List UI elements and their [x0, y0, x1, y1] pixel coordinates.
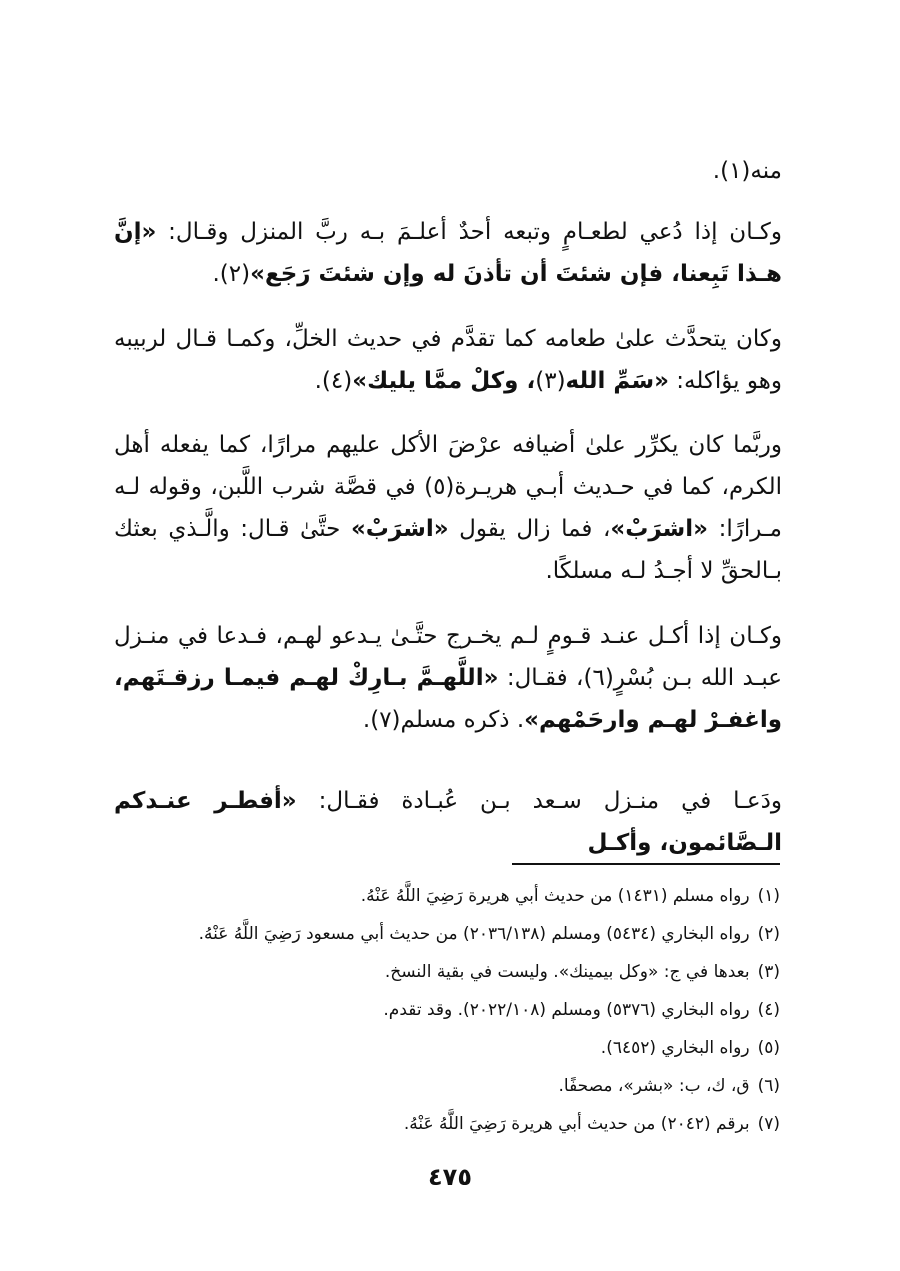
paragraph-text: وكـان إذا دُعي لطعـامٍ وتبعه أحدٌ أعلـمَ بـه ربَّ المنزل وقـال: [156, 219, 782, 245]
footnote-number: (٦) [757, 1076, 780, 1096]
paragraph-1 [114, 211, 782, 295]
hadith-quote: «أفطـر عنـدكم الـصَّائمون، وأكـل [114, 788, 782, 856]
footnote-number: (٧) [757, 1114, 780, 1134]
paragraph-text: وكان يتحدَّث علىٰ طعامه كما تقدَّم في حديث الخلِّ، وكمـا قـال لربيبه وهو يؤاكله: [114, 326, 782, 394]
footnote-number: (١) [757, 886, 780, 906]
hadith-quote: «اشرَبْ» [350, 516, 449, 542]
page-number: ٤٧٥ [428, 1163, 472, 1191]
footnote-6 [558, 1074, 780, 1098]
footnote-number: (٢) [757, 924, 780, 944]
hadith-quote: «اشرَبْ» [610, 516, 709, 542]
footnote-ref: (٤). [314, 368, 353, 394]
footnote-text: رواه مسلم (١٤٣١) من حديث أبي هريرة رَضِيَ اللَّهُ عَنْهُ. [360, 886, 750, 906]
footnote-text: بعدها في ج: «وكل بيمينك». وليست في بقية النسخ. [384, 962, 750, 982]
footnote-7 [404, 1112, 780, 1136]
hadith-quote: «سَمِّ الله [565, 368, 669, 394]
paragraph-text: منه(١). [712, 158, 782, 184]
hadith-quote: ، وكلْ ممَّا يليك» [352, 368, 536, 394]
paragraph-text: ودَعـا في منـزل سـعد بـن عُبـادة فقـال: [296, 788, 782, 814]
footnote-5 [601, 1036, 780, 1060]
footnote-ref: (٢). [212, 261, 251, 287]
footnote-text: ق، ك، ب: «بشر»، مصحفًا. [558, 1076, 750, 1096]
footnote-text: رواه البخاري (٥٤٣٤) ومسلم (٢٠٣٦/١٣٨) من حديث أبي مسعود رَضِيَ اللَّهُ عَنْهُ. [198, 924, 750, 944]
paragraph-5 [114, 780, 782, 864]
paragraph-0 [114, 150, 782, 192]
paragraph-2 [114, 318, 782, 402]
paragraph-text: وكـان إذا أكـل عنـد قـومٍ لـم يخـرج حتَّـىٰ يـدعو لهـم، فـدعا في منـزل عبـد الله بـن بُسْرٍ(٦)، فقـال: [114, 623, 783, 691]
hadith-quote: «اللَّهـمَّ بـارِكْ لهـم فيمـا رزقـتَهم، واغفـرْ لهـم وارحَمْهم» [114, 665, 782, 733]
footnote-2 [199, 922, 780, 946]
footnote-number: (٣) [757, 962, 780, 982]
footnote-text: برقم (٢٠٤٢) من حديث أبي هريرة رَضِيَ اللَّهُ عَنْهُ. [403, 1114, 750, 1134]
footnote-number: (٥) [757, 1038, 780, 1058]
paragraph-text: حتَّىٰ قـال: والَّـذي بعثك بـالحقِّ لا أجـدُ لـه مسلكًا. [114, 516, 782, 584]
paragraph-3 [114, 424, 782, 592]
footnote-ref: (٣) [535, 368, 566, 394]
footnote-3 [385, 960, 780, 984]
footnote-number: (٤) [757, 1000, 780, 1020]
paragraph-text: وربَّما كان يكرِّر علىٰ أضيافه عرْضَ الأكل عليهم مرارًا، كما يفعله أهل الكرم، كما في حـديث أبـي هريـرة(٥) في قصَّة شرب اللَّبن، وقوله لـه مـرارًا: [114, 432, 782, 542]
paragraph-text: . ذكره مسلم(٧). [362, 707, 525, 733]
paragraph-text: ، فما زال يقول [448, 516, 611, 542]
paragraph-4 [114, 615, 782, 741]
footnote-text: رواه البخاري (٦٤٥٢). [600, 1038, 750, 1058]
footnote-text: رواه البخاري (٥٣٧٦) ومسلم (٢٠٢٢/١٠٨). وقد تقدم. [383, 1000, 750, 1020]
footnote-4 [383, 998, 780, 1022]
hadith-quote: «إنَّ هـذا تَبِعنا، فإن شئتَ أن تأذنَ له وإن شئتَ رَجَع» [114, 219, 782, 287]
footnote-divider [512, 863, 780, 865]
footnote-1 [361, 884, 780, 908]
